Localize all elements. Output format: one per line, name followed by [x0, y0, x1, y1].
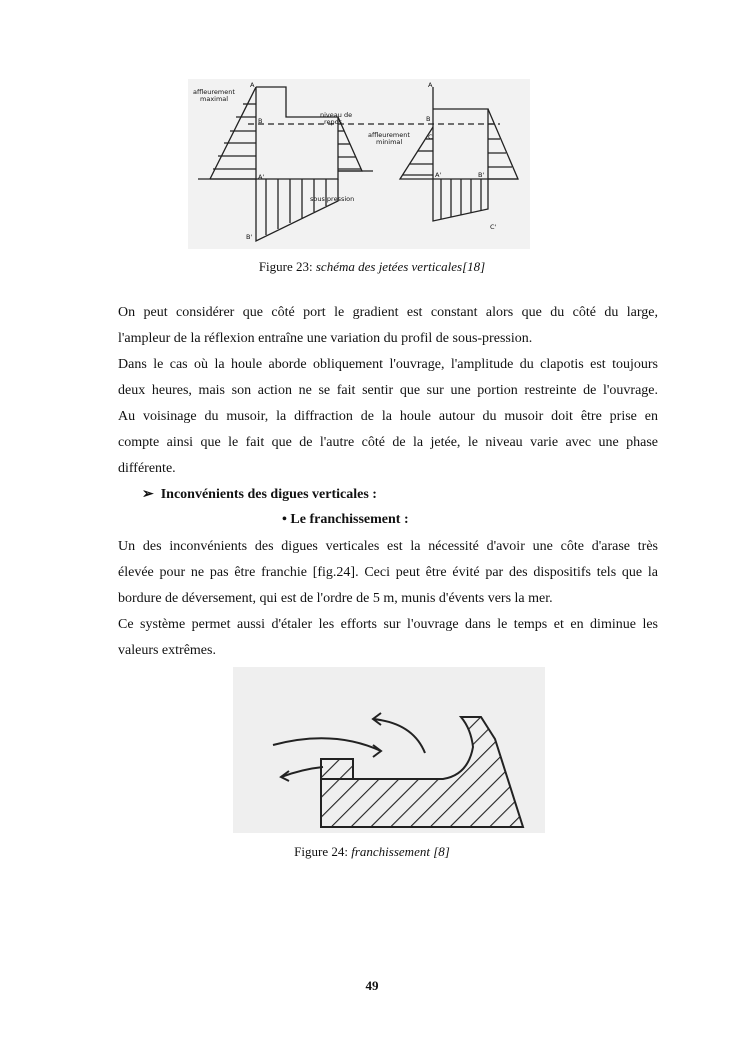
paragraph-1-line: compte ainsi que le fait que de l'autre côté de la jetée, le niveau varie avec une phase [118, 435, 658, 450]
label-b-left: B [258, 117, 263, 125]
label-sous-pression: sous pression [310, 195, 355, 203]
heading-inconvenients [142, 486, 377, 503]
label-a-left: A [250, 81, 255, 89]
paragraph-1-line: On peut considérer que côté port le gradient est constant alors que du côté du large, [118, 305, 658, 320]
figure-24-caption-title: franchissement [8] [351, 844, 450, 859]
label-b-right: B [426, 115, 431, 123]
paragraph-2-line: élevée pour ne pas être franchie [fig.24]. Ceci peut être évité par des dispositifs tels que la [118, 565, 658, 580]
label-niveau-de-repos-2: repos [324, 118, 343, 126]
figure-24-image [233, 667, 545, 833]
label-b-prime-left: B' [246, 233, 253, 241]
paragraph-1-line: Dans le cas où la houle aborde obliquement l'ouvrage, l'amplitude du clapotis est toujours [118, 357, 658, 372]
figure-23-caption-prefix: Figure 23: [258, 259, 316, 274]
label-a-prime-right: A' [435, 171, 442, 179]
figure-23-image [188, 79, 530, 249]
label-niveau-de-repos-1: niveau de [320, 111, 353, 119]
label-c-prime-right: C' [490, 223, 497, 231]
left-caisson [256, 87, 338, 179]
label-affleurement-maximal-2: maximal [200, 95, 229, 103]
label-b-prime-right: B' [478, 171, 485, 179]
paragraph-2-line: Ce système permet aussi d'étaler les efforts sur l'ouvrage dans le temps et en diminue les [118, 617, 658, 632]
figure-24-caption [0, 844, 744, 860]
arrow-bullet-icon: ➢ [142, 487, 154, 502]
parapet-block [321, 759, 353, 779]
label-a-right: A [428, 81, 433, 89]
heading-franchissement: • Le franchissement : [282, 512, 409, 527]
label-affleurement-minimal-2: minimal [376, 138, 403, 146]
label-c-right: C [428, 133, 433, 141]
paragraph-1-line: différente. [118, 461, 176, 476]
heading-inconvenients-text: Inconvénients des digues verticales : [160, 487, 377, 502]
figure-23-caption-title: schéma des jetées verticales[18] [315, 259, 486, 274]
label-affleurement-minimal-1: affleurement [368, 131, 410, 139]
paragraph-2-line: valeurs extrêmes. [118, 643, 216, 658]
figure-23-caption [0, 259, 744, 275]
paragraph-2 [118, 534, 658, 664]
figure-24-caption-prefix: Figure 24: [294, 844, 352, 859]
franchissement-diagram [233, 667, 545, 833]
label-a-prime-left: A' [258, 173, 265, 181]
paragraph-1-line: l'ampleur de la réflexion entraîne une variation du profil de sous-pression. [118, 331, 533, 346]
jetee-diagram [188, 79, 530, 249]
paragraph-1 [118, 300, 658, 482]
incoming-wave-arrow [273, 738, 381, 751]
paragraph-1-line: Au voisinage du musoir, la diffraction de la houle autour du musoir doit être prise en [118, 409, 658, 424]
paragraph-2-line: bordure de déversement, qui est de l'ordre de 5 m, munis d'évents vers la mer. [118, 591, 553, 606]
page-number: 49 [365, 978, 379, 993]
paragraph-1-line: deux heures, mais son action ne se fait sentir que sur une portion restreinte de l'ouvrage. [118, 383, 658, 398]
label-affleurement-maximal-1: affleurement [193, 88, 235, 96]
paragraph-2-line: Un des inconvénients des digues verticales est la nécessité d'avoir une côte d'arase très [118, 539, 658, 554]
